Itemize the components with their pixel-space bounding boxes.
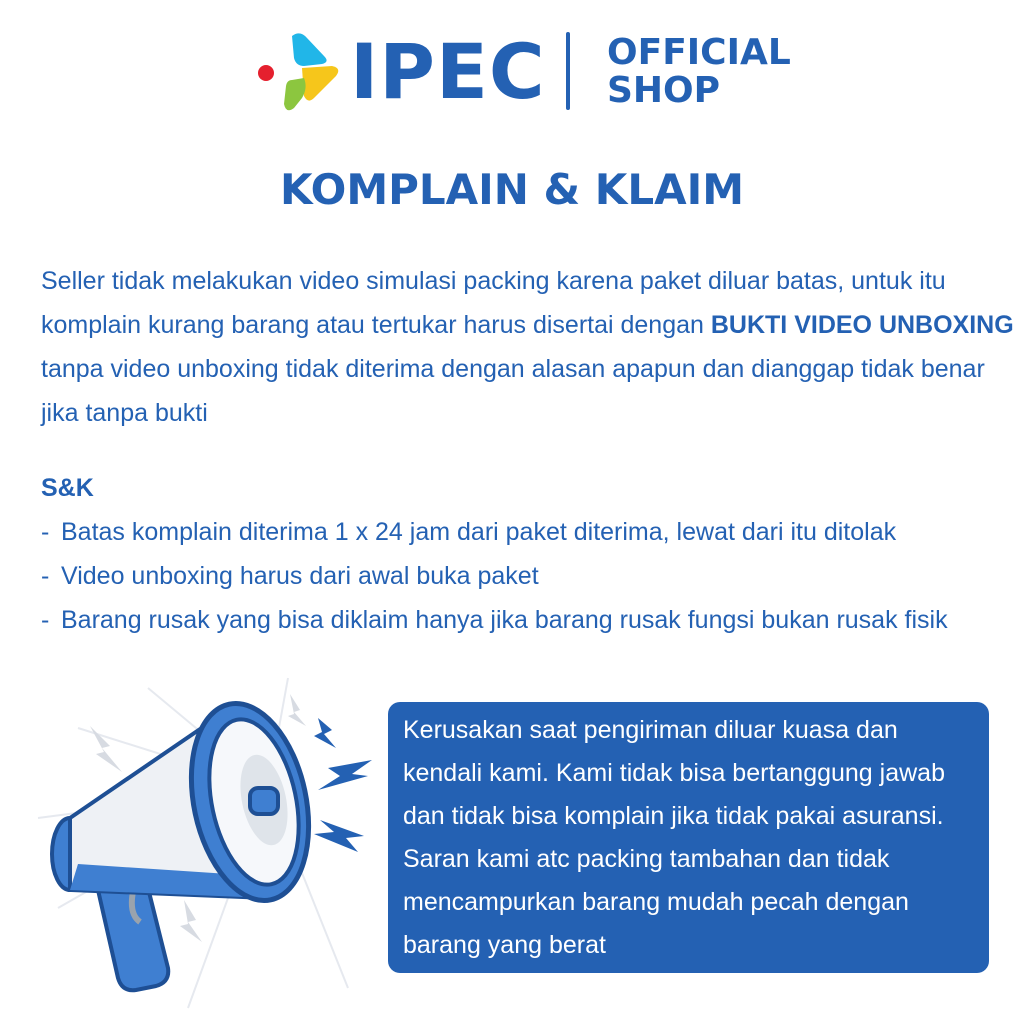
terms-heading: S&K <box>41 474 94 502</box>
intro-highlight: BUKTI VIDEO UNBOXING <box>710 311 1014 339</box>
terms-section <box>41 466 1016 642</box>
terms-item <box>41 554 1016 598</box>
header-divider <box>566 32 570 110</box>
official-shop-label <box>607 34 791 110</box>
intro-text-after: tanpa video unboxing tidak diterima dengan alasan apapun dan dianggap tidak benar jika tanpa bukti <box>41 355 985 427</box>
terms-item-text: Barang rusak yang bisa diklaim hanya jika barang rusak fungsi bukan rusak fisik <box>61 606 948 634</box>
brand-name: IPEC <box>350 27 546 116</box>
terms-bullet: - <box>41 562 50 590</box>
official-shop-line-2: SHOP <box>607 70 721 111</box>
official-shop-line-1: OFFICIAL <box>607 32 791 73</box>
terms-item <box>41 598 1016 642</box>
terms-bullet: - <box>41 606 50 634</box>
page-title: KOMPLAIN & KLAIM <box>279 165 745 214</box>
terms-item-text: Video unboxing harus dari awal buka paket <box>61 562 539 590</box>
terms-item-text: Batas komplain diterima 1 x 24 jam dari paket diterima, lewat dari itu ditolak <box>61 518 897 546</box>
ipec-logo-icon <box>252 28 344 116</box>
header <box>0 0 1024 140</box>
terms-bullet: - <box>41 518 50 546</box>
intro-paragraph <box>41 259 1016 435</box>
notice-box: Kerusakan saat pengiriman diluar kuasa dan kendali kami. Kami tidak bisa bertanggung jawab dan tidak bisa komplain jika tidak pakai asuransi. Saran kami atc packing tambahan dan tidak mencampurkan barang mudah pecah dengan barang yang berat <box>388 702 989 973</box>
terms-item <box>41 510 1016 554</box>
intro-text-before: Seller tidak melakukan video simulasi packing karena paket diluar batas, untuk itu komplain kurang barang atau tertukar harus disertai dengan <box>41 267 946 339</box>
megaphone-icon <box>18 668 388 1024</box>
